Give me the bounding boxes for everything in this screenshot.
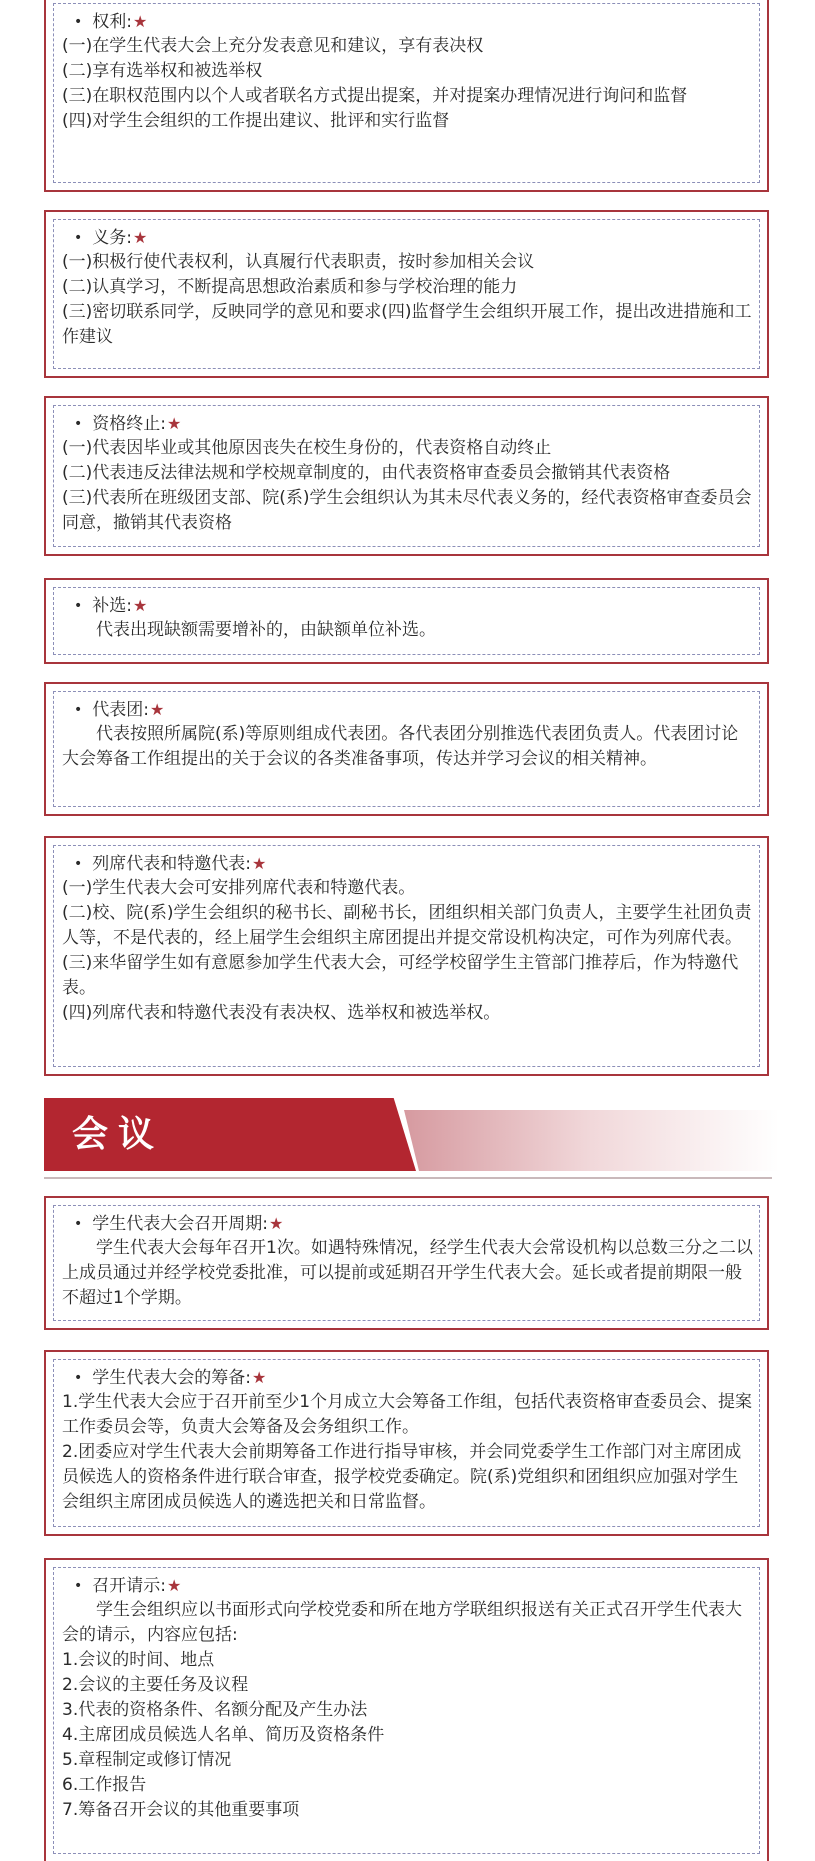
text-line: 学生代表大会每年召开1次。如遇特殊情况，经学生代表大会常设机构以总数三分之二以上成员通过并经学校党委批准，可以提前或延期召开学生代表大会。延长或者提前期限一般不超过1个学期。 [62, 1238, 753, 1308]
star-icon: ★ [167, 1576, 182, 1595]
section-inner [53, 1205, 760, 1321]
section-inner [53, 405, 760, 547]
section-title [62, 226, 753, 250]
section-title-text: 学生代表大会的筹备: [92, 1368, 251, 1388]
text-line: (三)在职权范围内以个人或者联名方式提出提案，并对提案办理情况进行询问和监督 [62, 86, 688, 106]
star-icon: ★ [269, 1214, 284, 1233]
bullet-icon: • [74, 230, 83, 246]
bullet-icon: • [74, 856, 83, 872]
section-by-election [44, 578, 769, 664]
star-icon: ★ [150, 700, 165, 719]
section-meeting-cycle [44, 1196, 769, 1330]
text-line: (四)列席代表和特邀代表没有表决权、选举权和被选举权。 [62, 1003, 501, 1023]
text-line: 5.章程制定或修订情况 [62, 1750, 232, 1770]
text-line: (一)在学生代表大会上充分发表意见和建议，享有表决权 [62, 36, 484, 56]
text-line: (一)积极行使代表权利，认真履行代表职责，按时参加相关会议 [62, 252, 535, 272]
star-icon: ★ [133, 228, 148, 247]
star-icon: ★ [252, 854, 267, 873]
text-line: (三)密切联系同学，反映同学的意见和要求(四)监督学生会组织开展工作，提出改进措施和工作建议 [62, 302, 752, 347]
text-line: 1.会议的时间、地点 [62, 1650, 215, 1670]
section-inner [53, 1359, 760, 1527]
section-title [62, 698, 753, 722]
section-duties [44, 210, 769, 378]
meeting-banner [44, 1098, 779, 1171]
section-title [62, 1574, 753, 1598]
bullet-icon: • [74, 1216, 83, 1232]
text-line: (一)代表因毕业或其他原因丧失在校生身份的，代表资格自动终止 [62, 438, 552, 458]
section-title-text: 代表团: [92, 700, 149, 720]
text-line: (一)学生代表大会可安排列席代表和特邀代表。 [62, 878, 416, 898]
section-request [44, 1558, 769, 1861]
text-line: (二)校、院(系)学生会组织的秘书长、副秘书长，团组织相关部门负责人，主要学生社团负责人等，不是代表的，经上届学生会组织主席团提出并提交常设机构决定，可作为列席代表。 [62, 903, 752, 948]
section-title-text: 补选: [92, 596, 132, 616]
star-icon: ★ [167, 414, 182, 433]
star-icon: ★ [133, 12, 148, 31]
text-line: 6.工作报告 [62, 1775, 147, 1795]
section-title-text: 义务: [92, 228, 132, 248]
section-inner [53, 587, 760, 655]
text-line: (二)代表违反法律法规和学校规章制度的，由代表资格审查委员会撤销其代表资格 [62, 463, 671, 483]
text-line: (三)代表所在班级团支部、院(系)学生会组织认为其未尽代表义务的，经代表资格审查委员会同意，撤销其代表资格 [62, 488, 752, 533]
section-title-text: 学生代表大会召开周期: [92, 1214, 268, 1234]
section-title-text: 列席代表和特邀代表: [92, 854, 251, 874]
star-icon: ★ [252, 1368, 267, 1387]
text-line: 4.主席团成员候选人名单、简历及资格条件 [62, 1725, 385, 1745]
section-delegation [44, 682, 769, 816]
section-title-text: 资格终止: [92, 414, 166, 434]
section-title [62, 852, 753, 876]
section-title-text: 召开请示: [92, 1576, 166, 1596]
section-title-text: 权利: [92, 12, 132, 32]
divider [44, 1177, 772, 1179]
section-termination [44, 396, 769, 556]
bullet-icon: • [74, 14, 83, 30]
banner-title: 会议 [72, 1114, 165, 1155]
banner-gradient [404, 1110, 779, 1171]
bullet-icon: • [74, 1370, 83, 1386]
text-line: (四)对学生会组织的工作提出建议、批评和实行监督 [62, 111, 450, 131]
text-line: 3.代表的资格条件、名额分配及产生办法 [62, 1700, 368, 1720]
bullet-icon: • [74, 702, 83, 718]
section-inner [53, 3, 760, 183]
text-line: 7.筹备召开会议的其他重要事项 [62, 1800, 300, 1820]
bullet-icon: • [74, 416, 83, 432]
text-line: 代表按照所属院(系)等原则组成代表团。各代表团分别推选代表团负责人。代表团讨论大会筹备工作组提出的关于会议的各类准备事项，传达并学习会议的相关精神。 [62, 724, 739, 769]
section-inner [53, 1567, 760, 1854]
section-inner [53, 219, 760, 369]
section-preparation [44, 1350, 769, 1536]
text-line: 代表出现缺额需要增补的，由缺额单位补选。 [96, 620, 436, 640]
section-rights [44, 0, 769, 192]
section-title [62, 1212, 753, 1236]
text-line: (二)享有选举权和被选举权 [62, 61, 263, 81]
text-line: 学生会组织应以书面形式向学校党委和所在地方学联组织报送有关正式召开学生代表大会的请示，内容应包括: [62, 1600, 742, 1645]
bullet-icon: • [74, 598, 83, 614]
star-icon: ★ [133, 596, 148, 615]
text-line: 1.学生代表大会应于召开前至少1个月成立大会筹备工作组，包括代表资格审查委员会、提案工作委员会等，负责大会筹备及会务组织工作。 [62, 1392, 753, 1437]
section-title [62, 1366, 753, 1390]
text-line: (二)认真学习，不断提高思想政治素质和参与学校治理的能力 [62, 277, 518, 297]
bullet-icon: • [74, 1578, 83, 1594]
section-title [62, 412, 753, 436]
text-line: 2.团委应对学生代表大会前期筹备工作进行指导审核，并会同党委学生工作部门对主席团成员候选人的资格条件进行联合审查，报学校党委确定。院(系)党组织和团组织应加强对学生会组织主席团成员候选人的遴选把关和日常监督。 [62, 1442, 742, 1512]
section-observers [44, 836, 769, 1076]
section-title [62, 594, 753, 618]
section-inner [53, 845, 760, 1067]
text-line: (三)来华留学生如有意愿参加学生代表大会，可经学校留学生主管部门推荐后，作为特邀代表。 [62, 953, 739, 998]
section-title [62, 10, 753, 34]
section-inner [53, 691, 760, 807]
text-line: 2.会议的主要任务及议程 [62, 1675, 249, 1695]
